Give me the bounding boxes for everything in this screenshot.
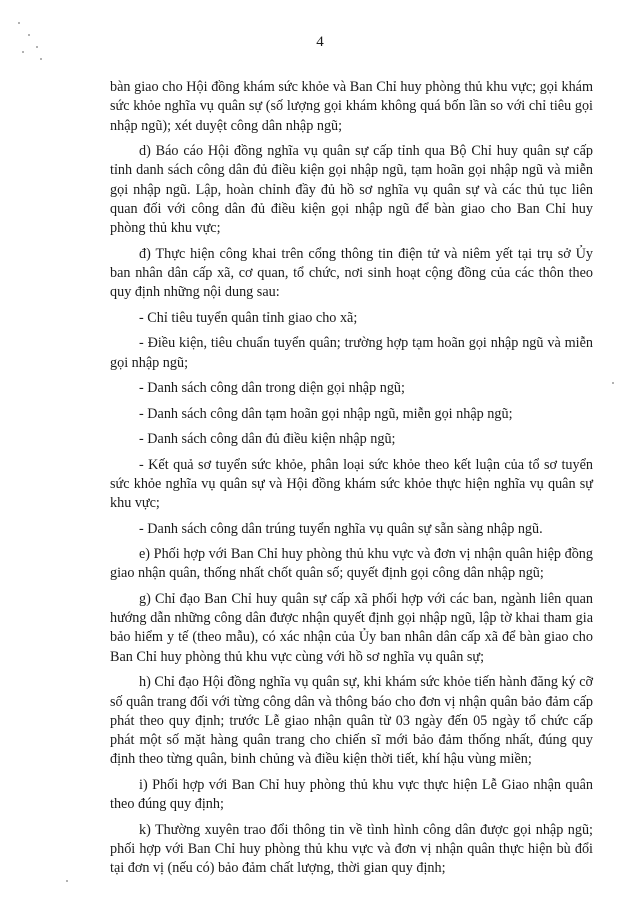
paragraph-item-dd: đ) Thực hiện công khai trên cổng thông tin điện tử và niêm yết tại trụ sở Ủy ban nhân dân cấp xã, cơ quan, tổ chức, nơi sinh hoạt cộng đồng của các thôn theo quy định những nội dung sau: [110, 245, 593, 301]
paragraph-item-d: d) Báo cáo Hội đồng nghĩa vụ quân sự cấp tỉnh qua Bộ Chỉ huy quân sự cấp tỉnh danh sách công dân đủ điều kiện gọi nhập ngũ, tạm hoãn gọi nhập ngũ và miễn gọi nhập ngũ. Lập, hoàn chỉnh đầy đủ hồ sơ nghĩa vụ quân sự và các thủ tục liên quan đối với công dân đủ điều kiện gọi nhập ngũ để bàn giao cho Ban Chỉ huy phòng thủ khu vực; [110, 143, 593, 237]
list-item-health-results: - Kết quả sơ tuyển sức khỏe, phân loại sức khỏe theo kết luận của tổ sơ tuyển sức khỏe nghĩa vụ quân sự và Hội đồng khám sức khỏe thực hiện nghĩa vụ quân sự khu vực; [110, 456, 593, 512]
scan-speck [66, 880, 68, 882]
list-item-qualified-list: - Danh sách công dân đủ điều kiện nhập ngũ; [139, 431, 396, 448]
scan-speck [18, 22, 20, 24]
paragraph-item-h: h) Chỉ đạo Hội đồng nghĩa vụ quân sự, khi khám sức khỏe tiến hành đăng ký cỡ số quân trang đối với từng công dân và thông báo cho đơn vị nhận quân bảo đảm cấp phát theo quy định; trước Lễ giao nhận quân từ 03 ngày đến 05 ngày tổ chức cấp phát một số mặt hàng quân trang cho chiến sĩ mới bảo đảm thống nhất, đúng quy định theo từng quân, binh chủng và điều kiện thời tiết, khí hậu vùng miền; [110, 674, 593, 768]
scan-speck [40, 58, 42, 60]
list-item-deferred-list: - Danh sách công dân tạm hoãn gọi nhập ngũ, miễn gọi nhập ngũ; [139, 405, 513, 422]
list-item-eligible-list: - Danh sách công dân trong diện gọi nhập ngũ; [139, 380, 405, 397]
list-item-quota: - Chỉ tiêu tuyển quân tỉnh giao cho xã; [139, 309, 358, 326]
list-item-selected-list: - Danh sách công dân trúng tuyển nghĩa vụ quân sự sẵn sàng nhập ngũ. [139, 520, 543, 537]
paragraph-item-e: e) Phối hợp với Ban Chỉ huy phòng thủ khu vực và đơn vị nhận quân hiệp đồng giao nhận quân, thống nhất chốt quân số; quyết định gọi công dân nhập ngũ; [110, 546, 593, 582]
paragraph-item-g: g) Chỉ đạo Ban Chỉ huy quân sự cấp xã phối hợp với các ban, ngành liên quan hướng dẫn những công dân được nhận quyết định gọi nhập ngũ, lập tờ khai tham gia bảo hiểm y tế (theo mẫu), có xác nhận của Ủy ban nhân dân cấp xã để bàn giao cho Ban Chỉ huy phòng thủ khu vực cùng với hồ sơ nghĩa vụ quân sự; [110, 590, 593, 665]
paragraph-continuation: bàn giao cho Hội đồng khám sức khỏe và Ban Chỉ huy phòng thủ khu vực; gọi khám sức khỏe nghĩa vụ quân sự (số lượng gọi khám không quá bốn lần so với chỉ tiêu gọi nhập ngũ); xét duyệt công dân nhập ngũ; [110, 79, 593, 134]
document-body [110, 78, 593, 885]
page-number: 4 [316, 34, 324, 50]
scan-speck [612, 382, 614, 384]
paragraph-item-i: i) Phối hợp với Ban Chỉ huy phòng thủ khu vực thực hiện Lễ Giao nhận quân theo đúng quy định; [110, 776, 593, 813]
scan-speck [22, 51, 24, 53]
list-item-criteria: - Điều kiện, tiêu chuẩn tuyển quân; trường hợp tạm hoãn gọi nhập ngũ và miễn gọi nhập ngũ; [110, 335, 593, 371]
paragraph-item-k: k) Thường xuyên trao đổi thông tin về tình hình công dân được gọi nhập ngũ; phối hợp với Ban Chỉ huy phòng thủ khu vực và đơn vị nhận quân thực hiện bù đổi tại đơn vị (nếu có) bảo đảm chất lượng, thời gian quy định; [110, 821, 593, 877]
